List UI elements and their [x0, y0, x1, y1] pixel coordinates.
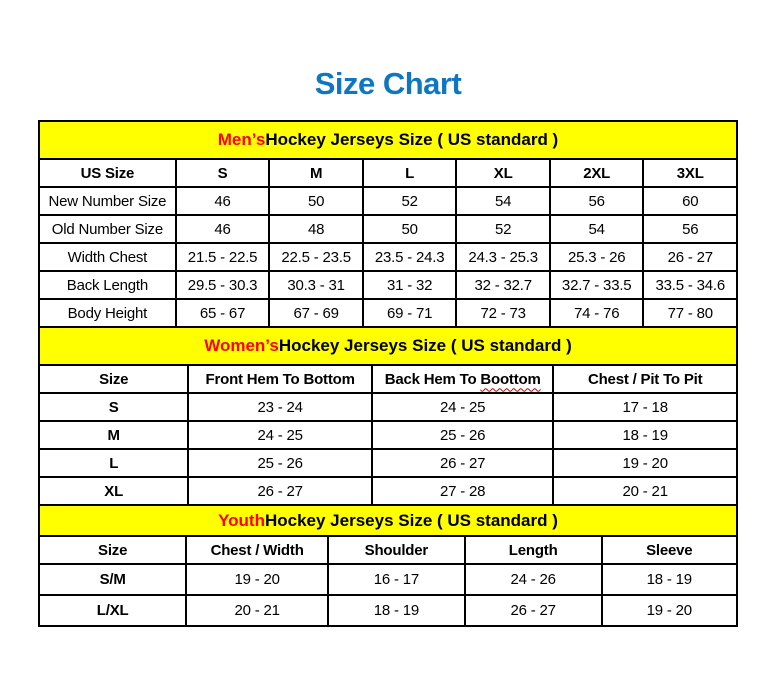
cell-text: Width Chest: [67, 248, 148, 266]
womens-value-cell: [188, 477, 372, 505]
cell-text: 77 - 80: [667, 304, 713, 322]
cell-text: XL: [104, 482, 124, 500]
cell-text: Old Number Size: [51, 220, 163, 238]
womens-value-cell: [553, 421, 737, 449]
header-text: Length: [508, 541, 558, 559]
mens-value-cell: [176, 243, 270, 271]
womens-row-label: [39, 477, 188, 505]
cell-text: 23.5 - 24.3: [374, 248, 445, 266]
mens-value-cell: [550, 243, 644, 271]
cell-text: 72 - 73: [480, 304, 526, 322]
cell-text: 56: [588, 192, 605, 210]
womens-value-cell: [553, 477, 737, 505]
header-text: Shoulder: [364, 541, 429, 559]
cell-text: 46: [214, 220, 231, 238]
cell-text: 17 - 18: [622, 398, 668, 416]
youth-value-cell: [186, 564, 328, 595]
cell-text: 32.7 - 33.5: [561, 276, 632, 294]
mens-title-highlight: Men’s: [217, 130, 266, 149]
cell-text: 22.5 - 23.5: [281, 248, 351, 266]
mens-value-cell: [456, 243, 550, 271]
header-text: 3XL: [676, 164, 704, 182]
cell-text: 65 - 67: [199, 304, 246, 322]
youth-title-highlight: Youth: [218, 510, 265, 530]
youth-title-text: Hockey Jerseys Size ( US standard ): [264, 510, 558, 530]
cell-text: M: [107, 426, 120, 444]
cell-text: 19 - 20: [646, 602, 692, 619]
youth-value-cell: [602, 595, 737, 626]
youth-size-section: [38, 504, 738, 627]
header-text: Sleeve: [646, 541, 693, 559]
mens-value-cell: [456, 299, 550, 327]
header-text: Back Hem To: [384, 370, 481, 388]
womens-row-label: [39, 393, 188, 421]
mens-header-cell: [550, 159, 644, 187]
cell-text: 25.3 - 26: [567, 248, 626, 266]
mens-table-row: [39, 271, 737, 299]
youth-header-cell: [465, 536, 602, 564]
womens-value-cell: [372, 449, 553, 477]
mens-row-label: [39, 243, 176, 271]
mens-value-cell: [176, 271, 270, 299]
youth-header-cell: [602, 536, 737, 564]
womens-value-cell: [372, 477, 553, 505]
mens-row-label: [39, 215, 176, 243]
youth-value-cell: [328, 564, 465, 595]
header-text: M: [309, 164, 323, 182]
youth-header-cell: [186, 536, 328, 564]
youth-title-band: [38, 504, 738, 537]
cell-text: 27 - 28: [440, 482, 486, 500]
mens-value-cell: [550, 299, 644, 327]
cell-text: 67 - 69: [293, 304, 339, 322]
mens-header-cell: [39, 159, 176, 187]
cell-text: 32 - 32.7: [474, 276, 532, 294]
cell-text: 18 - 19: [646, 571, 692, 588]
cell-text: 31 - 32: [386, 276, 433, 294]
youth-header-row: [39, 536, 737, 564]
mens-value-cell: [643, 271, 737, 299]
womens-value-cell: [188, 421, 372, 449]
mens-size-section: [38, 120, 738, 328]
mens-value-cell: [269, 243, 363, 271]
womens-row-label: [39, 449, 188, 477]
mens-value-cell: [456, 187, 550, 215]
page-title: Size Chart: [314, 66, 462, 101]
womens-size-section: [38, 326, 738, 506]
youth-table-row: [39, 564, 737, 595]
womens-value-cell: [372, 421, 553, 449]
header-text: US Size: [80, 164, 135, 182]
cell-text: 20 - 21: [234, 602, 280, 619]
misspelled-word: Boottom: [480, 370, 541, 388]
cell-text: 24 - 25: [440, 398, 486, 416]
mens-value-cell: [363, 215, 457, 243]
mens-header-cell: [363, 159, 457, 187]
mens-table-row: [39, 299, 737, 327]
cell-text: 26 - 27: [257, 482, 303, 500]
mens-value-cell: [363, 299, 457, 327]
mens-title-text: Hockey Jerseys Size ( US standard ): [265, 130, 559, 149]
youth-header-cell: [39, 536, 186, 564]
cell-text: 18 - 19: [373, 602, 419, 619]
cell-text: 24 - 25: [257, 426, 303, 444]
mens-value-cell: [269, 271, 363, 299]
cell-text: 18 - 19: [622, 426, 668, 444]
womens-title-band: [38, 326, 738, 366]
cell-text: Body Height: [67, 304, 148, 322]
cell-text: 60: [682, 192, 699, 210]
womens-header-row: [39, 365, 737, 393]
header-text: S: [217, 164, 228, 182]
womens-header-cell: [39, 365, 188, 393]
mens-value-cell: [176, 215, 270, 243]
header-text: Size: [98, 541, 128, 559]
mens-header-cell: [643, 159, 737, 187]
youth-table-row: [39, 595, 737, 626]
mens-value-cell: [363, 187, 457, 215]
mens-table-row: [39, 187, 737, 215]
cell-text: S/M: [99, 571, 126, 588]
womens-row-label: [39, 421, 188, 449]
header-text: Size: [99, 370, 129, 388]
header-text: Chest / Width: [210, 541, 304, 559]
womens-title-highlight: Women’s: [204, 336, 279, 355]
cell-text: 52: [401, 192, 418, 210]
header-text: XL: [493, 164, 513, 182]
womens-title-text: Hockey Jerseys Size ( US standard ): [278, 336, 572, 355]
womens-value-cell: [188, 449, 372, 477]
cell-text: 24.3 - 25.3: [468, 248, 538, 266]
header-text: 2XL: [583, 164, 611, 182]
mens-value-cell: [176, 299, 270, 327]
cell-text: Back Length: [66, 276, 148, 294]
cell-text: 19 - 20: [234, 571, 280, 588]
mens-value-cell: [550, 215, 644, 243]
cell-text: 50: [307, 192, 325, 210]
cell-text: 26 - 27: [667, 248, 713, 266]
mens-header-cell: [269, 159, 363, 187]
cell-text: 20 - 21: [622, 482, 668, 500]
mens-row-label: [39, 271, 176, 299]
cell-text: L: [109, 454, 119, 472]
youth-header-cell: [328, 536, 465, 564]
cell-text: 26 - 27: [440, 454, 486, 472]
womens-table-row: [39, 393, 737, 421]
size-chart-tables: [38, 120, 738, 627]
womens-header-cell: [188, 365, 372, 393]
header-text: L: [405, 164, 415, 182]
cell-text: 21.5 - 22.5: [187, 248, 258, 266]
mens-value-cell: [643, 187, 737, 215]
mens-value-cell: [456, 271, 550, 299]
cell-text: 19 - 20: [622, 454, 668, 472]
womens-table-row: [39, 449, 737, 477]
womens-header-cell: [553, 365, 737, 393]
cell-text: 50: [401, 220, 418, 238]
mens-size-table: [38, 158, 738, 328]
mens-value-cell: [643, 243, 737, 271]
cell-text: 30.3 - 31: [287, 276, 345, 294]
mens-value-cell: [363, 271, 457, 299]
youth-value-cell: [465, 564, 602, 595]
mens-header-cell: [456, 159, 550, 187]
mens-value-cell: [550, 271, 644, 299]
womens-table-row: [39, 421, 737, 449]
mens-value-cell: [269, 215, 363, 243]
mens-value-cell: [363, 243, 457, 271]
cell-text: 54: [588, 220, 605, 238]
youth-value-cell: [465, 595, 602, 626]
youth-value-cell: [186, 595, 328, 626]
womens-value-cell: [553, 393, 737, 421]
cell-text: 52: [495, 220, 512, 238]
mens-value-cell: [643, 299, 737, 327]
mens-table-row: [39, 243, 737, 271]
womens-value-cell: [188, 393, 372, 421]
womens-value-cell: [372, 393, 553, 421]
cell-text: New Number Size: [48, 192, 167, 210]
mens-header-cell: [176, 159, 270, 187]
cell-text: 25 - 26: [440, 426, 486, 444]
cell-text: 29.5 - 30.3: [187, 276, 258, 294]
header-text: Front Hem To Bottom: [205, 370, 355, 388]
youth-size-table: [38, 535, 738, 627]
cell-text: L/XL: [96, 602, 129, 619]
cell-text: 54: [495, 192, 512, 210]
mens-value-cell: [269, 187, 363, 215]
cell-text: S: [108, 398, 119, 416]
cell-text: 46: [214, 192, 231, 210]
cell-text: 25 - 26: [257, 454, 303, 472]
cell-text: 24 - 26: [510, 571, 556, 588]
cell-text: 69 - 71: [386, 304, 433, 322]
cell-text: 56: [682, 220, 699, 238]
cell-text: 16 - 17: [373, 571, 419, 588]
mens-value-cell: [456, 215, 550, 243]
mens-value-cell: [176, 187, 270, 215]
mens-value-cell: [643, 215, 737, 243]
youth-value-cell: [328, 595, 465, 626]
mens-value-cell: [269, 299, 363, 327]
cell-text: 26 - 27: [510, 602, 556, 619]
mens-value-cell: [550, 187, 644, 215]
womens-header-cell: [372, 365, 553, 393]
mens-table-row: [39, 215, 737, 243]
youth-value-cell: [602, 564, 737, 595]
cell-text: 74 - 76: [574, 304, 620, 322]
womens-value-cell: [553, 449, 737, 477]
youth-row-label: [39, 564, 186, 595]
mens-title-band: [38, 120, 738, 160]
womens-table-row: [39, 477, 737, 505]
cell-text: 33.5 - 34.6: [655, 276, 725, 294]
womens-size-table: [38, 364, 738, 506]
mens-header-row: [39, 159, 737, 187]
mens-row-label: [39, 299, 176, 327]
mens-row-label: [39, 187, 176, 215]
youth-row-label: [39, 595, 186, 626]
header-text: Chest / Pit To Pit: [587, 370, 703, 388]
cell-text: 48: [307, 220, 325, 238]
cell-text: 23 - 24: [257, 398, 303, 416]
